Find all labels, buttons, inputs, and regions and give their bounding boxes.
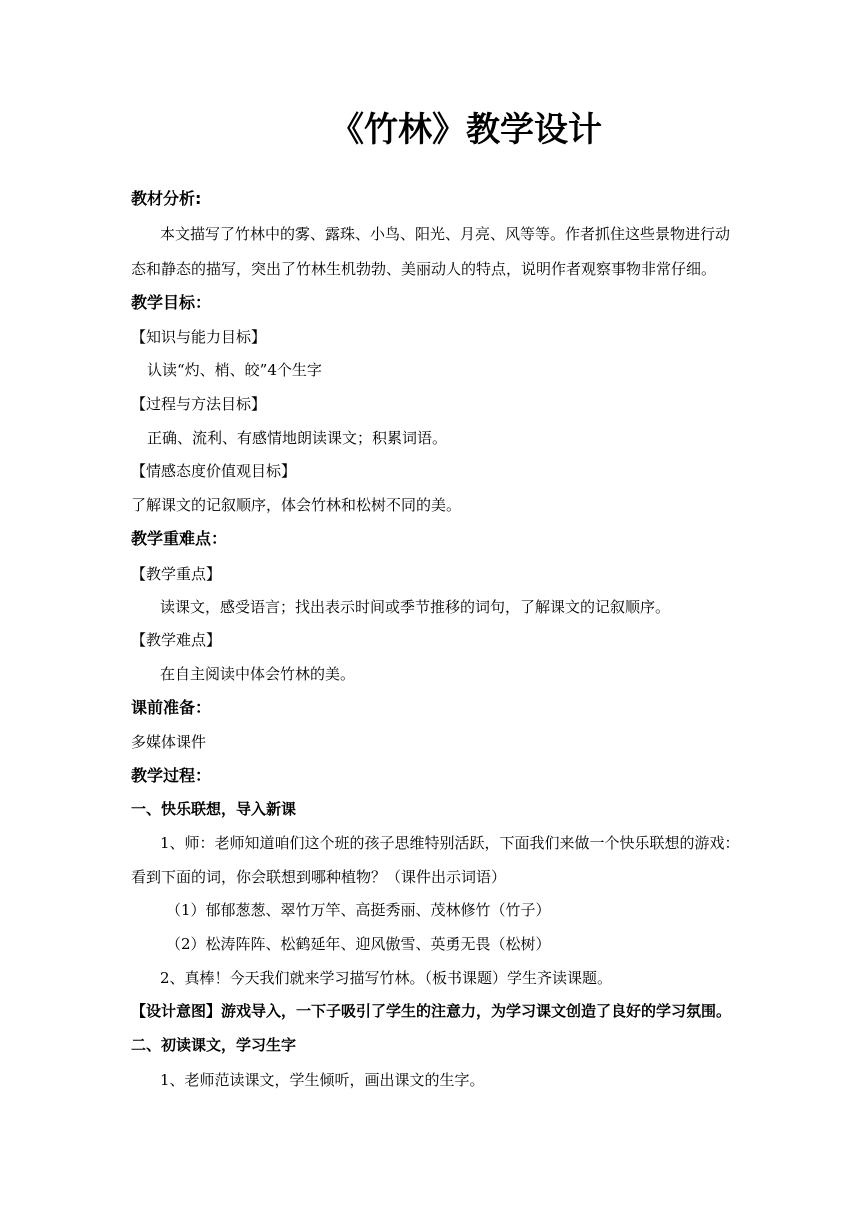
step1-paragraph-line2: 看到下面的词，你会联想到哪种植物？（课件出示词语）: [131, 868, 507, 886]
document-title: 《竹林》教学设计: [330, 110, 602, 150]
paragraph-material-line1: 本文描写了竹林中的雾、露珠、小鸟、阳光、月亮、风等等。作者抓住这些景物进行动: [160, 225, 731, 243]
preparation-text: 多媒体课件: [131, 733, 207, 751]
section-heading-material: 教材分析:: [131, 189, 202, 208]
design-intent-note: 【设计意图】游戏导入，一下子吸引了学生的注意力，为学习课文创造了良好的学习氛围。: [131, 1002, 732, 1020]
section-heading-preparation: 课前准备：: [131, 698, 212, 717]
step1-heading: 一、快乐联想，导入新课: [131, 800, 297, 818]
section-heading-process: 教学过程：: [131, 766, 212, 785]
goal-text-process: 正确、流利、有感情地朗读课文；积累词语。: [147, 429, 448, 447]
key-point-text: 读课文，感受语言；找出表示时间或季节推移的词句，了解课文的记叙顺序。: [160, 598, 671, 616]
step1-paragraph-2: 2、真棒！今天我们就来学习描写竹林。（板书课题）学生齐读课题。: [160, 969, 613, 987]
key-point-label: 【教学重点】: [131, 565, 222, 583]
goal-label-knowledge: 【知识与能力目标】: [131, 328, 267, 346]
goal-label-process: 【过程与方法目标】: [131, 395, 267, 413]
difficult-point-label: 【教学难点】: [131, 631, 222, 649]
step1-list-item-1: （1）郁郁葱葱、翠竹万竿、高挺秀丽、茂林修竹（竹子）: [166, 901, 551, 919]
step2-paragraph-1: 1、老师范读课文，学生倾听，画出课文的生字。: [160, 1071, 485, 1089]
step1-list-item-2: （2）松涛阵阵、松鹤延年、迎风傲雪、英勇无畏（松树）: [166, 935, 551, 953]
difficult-point-text: 在自主阅读中体会竹林的美。: [160, 665, 356, 683]
section-heading-key-points: 教学重难点：: [131, 529, 228, 548]
paragraph-material-line2: 态和静态的描写，突出了竹林生机勃勃、美丽动人的特点，说明作者观察事物非常仔细。: [131, 260, 717, 278]
goal-text-emotion: 了解课文的记叙顺序，体会竹林和松树不同的美。: [131, 496, 462, 514]
step1-paragraph-line1: 1、师：老师知道咱们这个班的孩子思维特别活跃，下面我们来做一个快乐联想的游戏：: [160, 834, 740, 852]
goal-text-knowledge: 认读“灼、梢、皎”4个生字: [147, 361, 322, 379]
goal-label-emotion: 【情感态度价值观目标】: [131, 462, 297, 480]
step2-heading: 二、初读课文，学习生字: [131, 1036, 297, 1054]
section-heading-goals: 教学目标：: [131, 293, 212, 312]
